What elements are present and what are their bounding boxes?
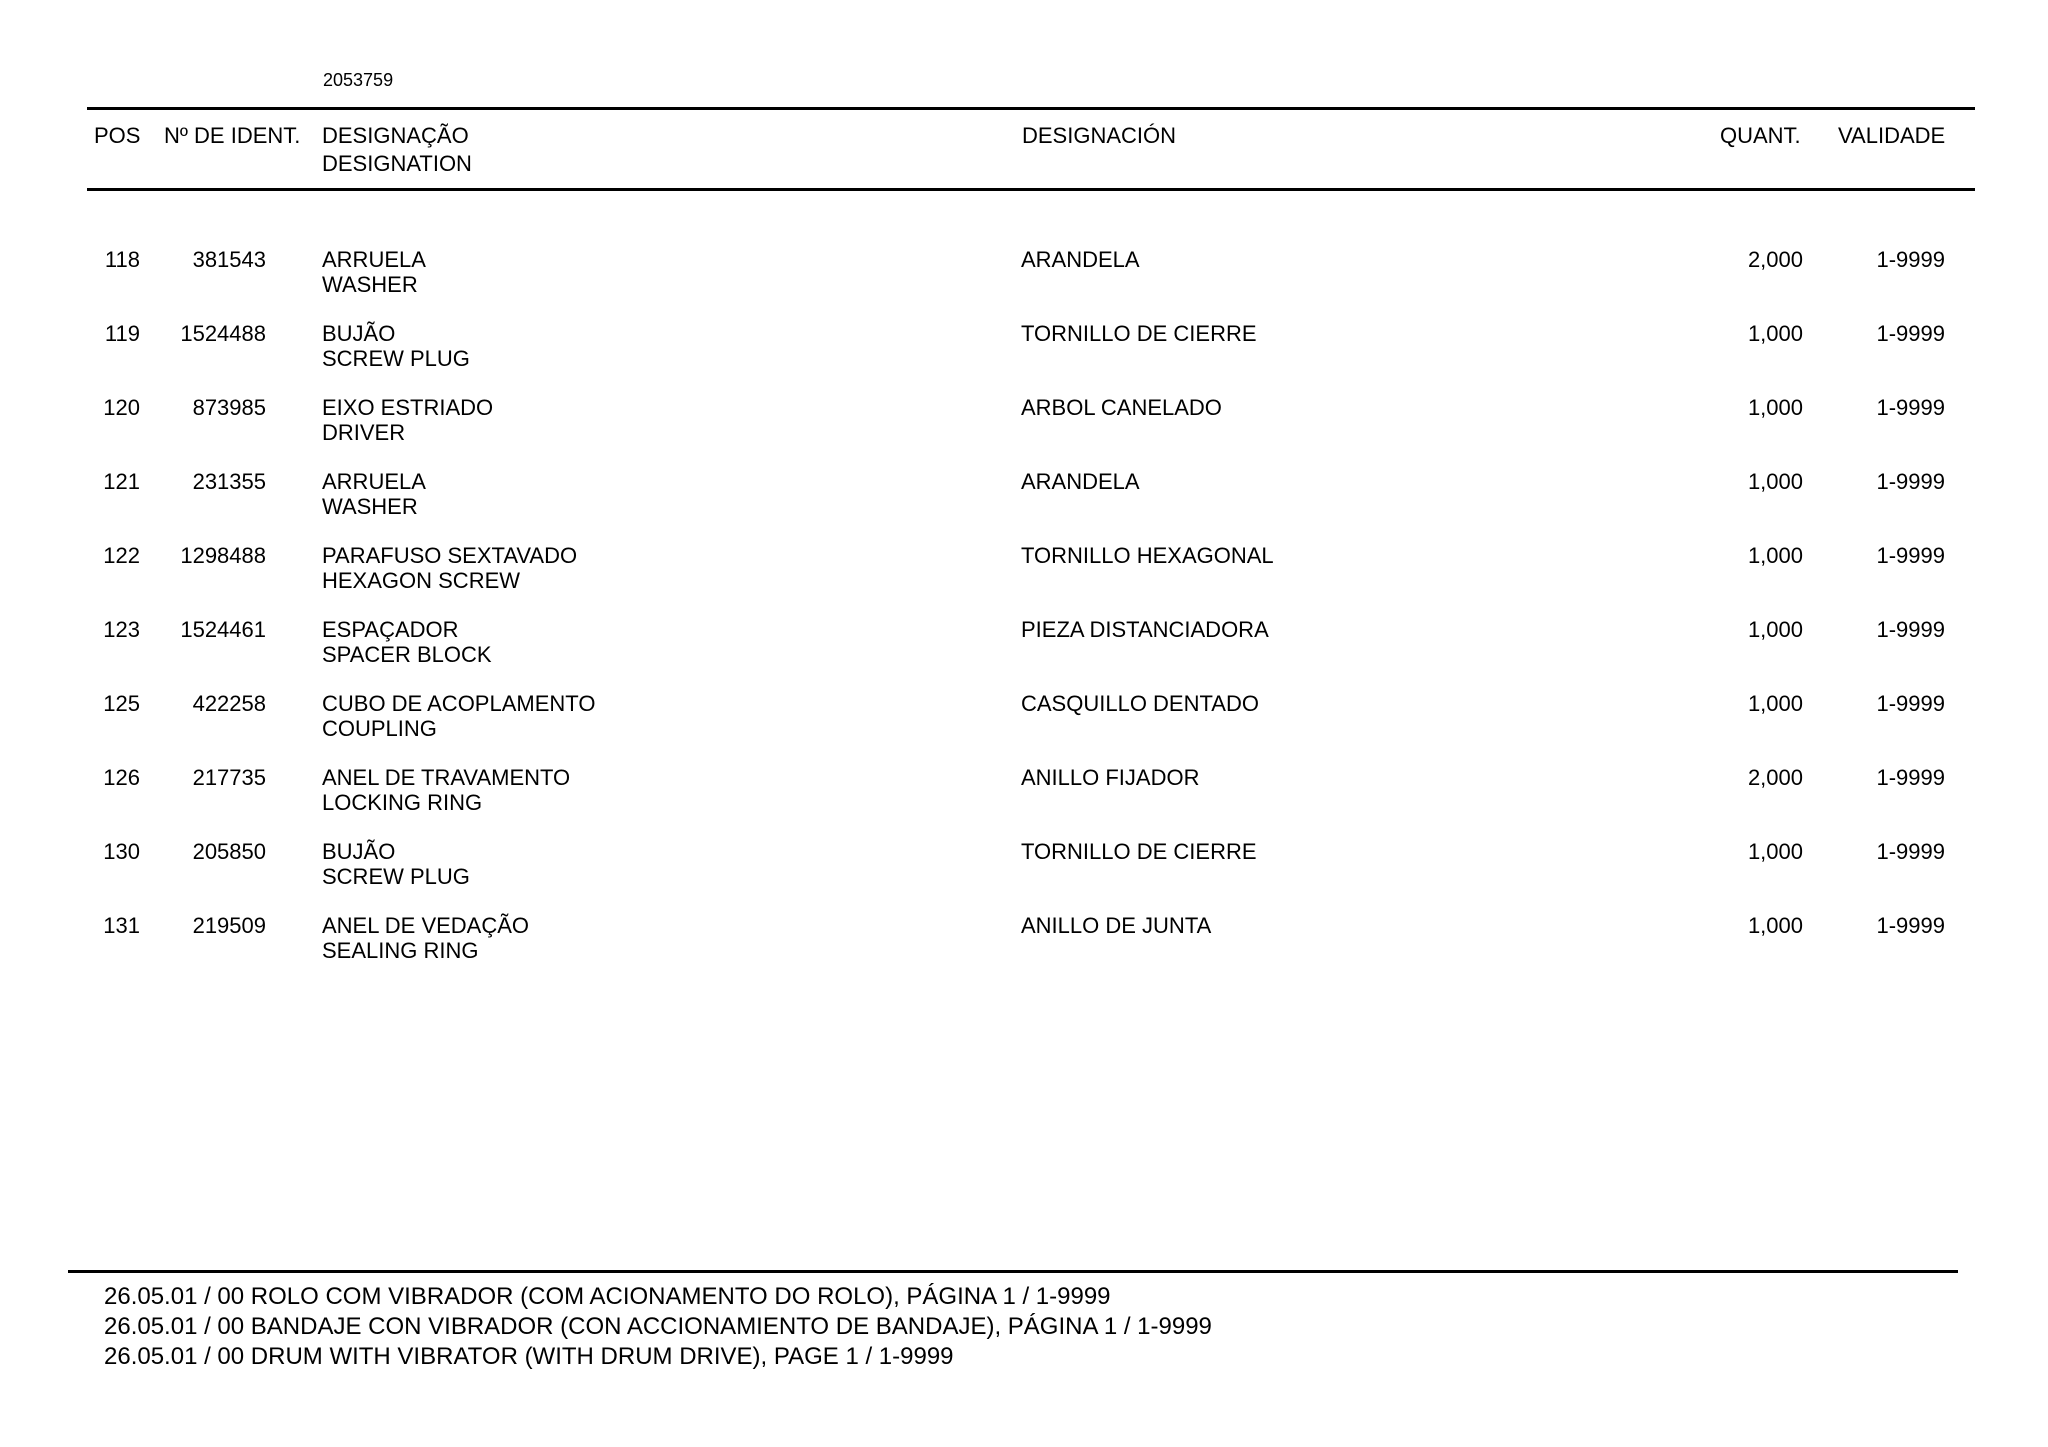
footer-line-en: 26.05.01 / 00 DRUM WITH VIBRATOR (WITH DRUM DRIVE), PAGE 1 / 1-9999 xyxy=(104,1343,954,1370)
parts-table-body xyxy=(0,247,2048,987)
footer-rule xyxy=(68,1270,1958,1273)
row-quantity: 1,000 xyxy=(1747,913,1803,938)
row-designation-es: TORNILLO DE CIERRE xyxy=(1021,321,1257,346)
row-designation-en: SPACER BLOCK xyxy=(322,642,492,667)
row-quantity: 2,000 xyxy=(1747,247,1803,272)
row-quantity: 1,000 xyxy=(1747,395,1803,420)
row-designation-es: PIEZA DISTANCIADORA xyxy=(1021,617,1269,642)
row-designation-pt: BUJÃO xyxy=(322,321,396,346)
table-row xyxy=(0,691,2048,765)
row-quantity: 1,000 xyxy=(1747,839,1803,864)
row-validity: 1-9999 xyxy=(1876,395,1945,420)
row-quantity: 1,000 xyxy=(1747,543,1803,568)
row-quantity: 2,000 xyxy=(1747,765,1803,790)
row-validity: 1-9999 xyxy=(1876,543,1945,568)
row-designation-es: ANILLO DE JUNTA xyxy=(1021,913,1212,938)
row-validity: 1-9999 xyxy=(1876,247,1945,272)
column-header-designation-pt: DESIGNAÇÃO xyxy=(322,123,469,148)
row-designation-es: ANILLO FIJADOR xyxy=(1021,765,1200,790)
column-header-quantity: QUANT. xyxy=(1720,123,1801,148)
row-designation-es: TORNILLO DE CIERRE xyxy=(1021,839,1257,864)
row-designation-pt: ARRUELA xyxy=(322,469,426,494)
row-designation-en: HEXAGON SCREW xyxy=(322,568,521,593)
row-validity: 1-9999 xyxy=(1876,839,1945,864)
row-ident-number: 873985 xyxy=(192,395,266,420)
row-ident-number: 205850 xyxy=(192,839,266,864)
row-quantity: 1,000 xyxy=(1747,691,1803,716)
table-row xyxy=(0,247,2048,321)
table-row xyxy=(0,469,2048,543)
header-bottom-rule xyxy=(87,188,1975,191)
row-quantity: 1,000 xyxy=(1747,617,1803,642)
row-quantity: 1,000 xyxy=(1747,321,1803,346)
column-header-validity: VALIDADE xyxy=(1838,123,1946,148)
row-validity: 1-9999 xyxy=(1876,913,1945,938)
row-designation-en: COUPLING xyxy=(322,716,437,741)
column-header-designation-es: DESIGNACIÓN xyxy=(1022,123,1177,148)
table-row xyxy=(0,321,2048,395)
row-designation-pt: ARRUELA xyxy=(322,247,426,272)
row-ident-number: 1298488 xyxy=(180,543,266,568)
column-header-designation xyxy=(322,122,472,178)
row-ident-number: 422258 xyxy=(192,691,266,716)
table-row xyxy=(0,765,2048,839)
row-pos: 119 xyxy=(104,321,140,346)
row-validity: 1-9999 xyxy=(1876,469,1945,494)
page-footer xyxy=(104,1282,1212,1372)
row-designation-pt: ANEL DE VEDAÇÃO xyxy=(322,913,530,938)
row-designation-pt: CUBO DE ACOPLAMENTO xyxy=(322,691,596,716)
document-number: 2053759 xyxy=(323,70,394,90)
table-row xyxy=(0,617,2048,691)
row-designation-pt: ANEL DE TRAVAMENTO xyxy=(322,765,571,790)
row-validity: 1-9999 xyxy=(1876,321,1945,346)
row-designation-en: DRIVER xyxy=(322,420,406,445)
row-designation-es: ARBOL CANELADO xyxy=(1021,395,1222,420)
row-pos: 122 xyxy=(103,543,140,568)
row-ident-number: 381543 xyxy=(192,247,266,272)
row-ident-number: 217735 xyxy=(192,765,266,790)
row-validity: 1-9999 xyxy=(1876,617,1945,642)
table-row xyxy=(0,543,2048,617)
footer-line-es: 26.05.01 / 00 BANDAJE CON VIBRADOR (CON ACCIONAMIENTO DE BANDAJE), PÁGINA 1 / 1-9999 xyxy=(104,1313,1212,1340)
row-designation-es: TORNILLO HEXAGONAL xyxy=(1021,543,1274,568)
row-designation-pt: EIXO ESTRIADO xyxy=(322,395,494,420)
row-designation-es: ARANDELA xyxy=(1021,469,1140,494)
row-pos: 120 xyxy=(103,395,140,420)
table-row xyxy=(0,839,2048,913)
row-designation-pt: PARAFUSO SEXTAVADO xyxy=(322,543,578,568)
row-designation-en: SEALING RING xyxy=(322,938,479,963)
row-validity: 1-9999 xyxy=(1876,765,1945,790)
row-quantity: 1,000 xyxy=(1747,469,1803,494)
row-validity: 1-9999 xyxy=(1876,691,1945,716)
row-designation-en: SCREW PLUG xyxy=(322,864,470,889)
row-pos: 125 xyxy=(103,691,140,716)
row-designation-es: CASQUILLO DENTADO xyxy=(1021,691,1259,716)
header-top-rule xyxy=(87,107,1975,110)
row-pos: 126 xyxy=(103,765,140,790)
column-header-ident: Nº DE IDENT. xyxy=(164,123,301,148)
row-designation-en: LOCKING RING xyxy=(322,790,483,815)
row-ident-number: 231355 xyxy=(192,469,266,494)
table-row xyxy=(0,395,2048,469)
row-pos: 130 xyxy=(103,839,140,864)
row-pos: 121 xyxy=(103,469,140,494)
row-ident-number: 219509 xyxy=(192,913,266,938)
footer-line-pt: 26.05.01 / 00 ROLO COM VIBRADOR (COM ACIONAMENTO DO ROLO), PÁGINA 1 / 1-9999 xyxy=(104,1283,1111,1310)
column-header-designation-en: DESIGNATION xyxy=(322,151,472,176)
row-pos: 131 xyxy=(103,913,140,938)
row-pos: 123 xyxy=(103,617,140,642)
row-designation-en: WASHER xyxy=(322,272,418,297)
row-pos: 118 xyxy=(104,247,140,272)
row-designation-en: SCREW PLUG xyxy=(322,346,470,371)
row-ident-number: 1524461 xyxy=(180,617,266,642)
column-header-pos: POS xyxy=(94,123,141,148)
row-designation-en: WASHER xyxy=(322,494,418,519)
table-row xyxy=(0,913,2048,987)
row-designation-pt: ESPAÇADOR xyxy=(322,617,459,642)
row-designation-es: ARANDELA xyxy=(1021,247,1140,272)
row-ident-number: 1524488 xyxy=(180,321,266,346)
row-designation-pt: BUJÃO xyxy=(322,839,396,864)
